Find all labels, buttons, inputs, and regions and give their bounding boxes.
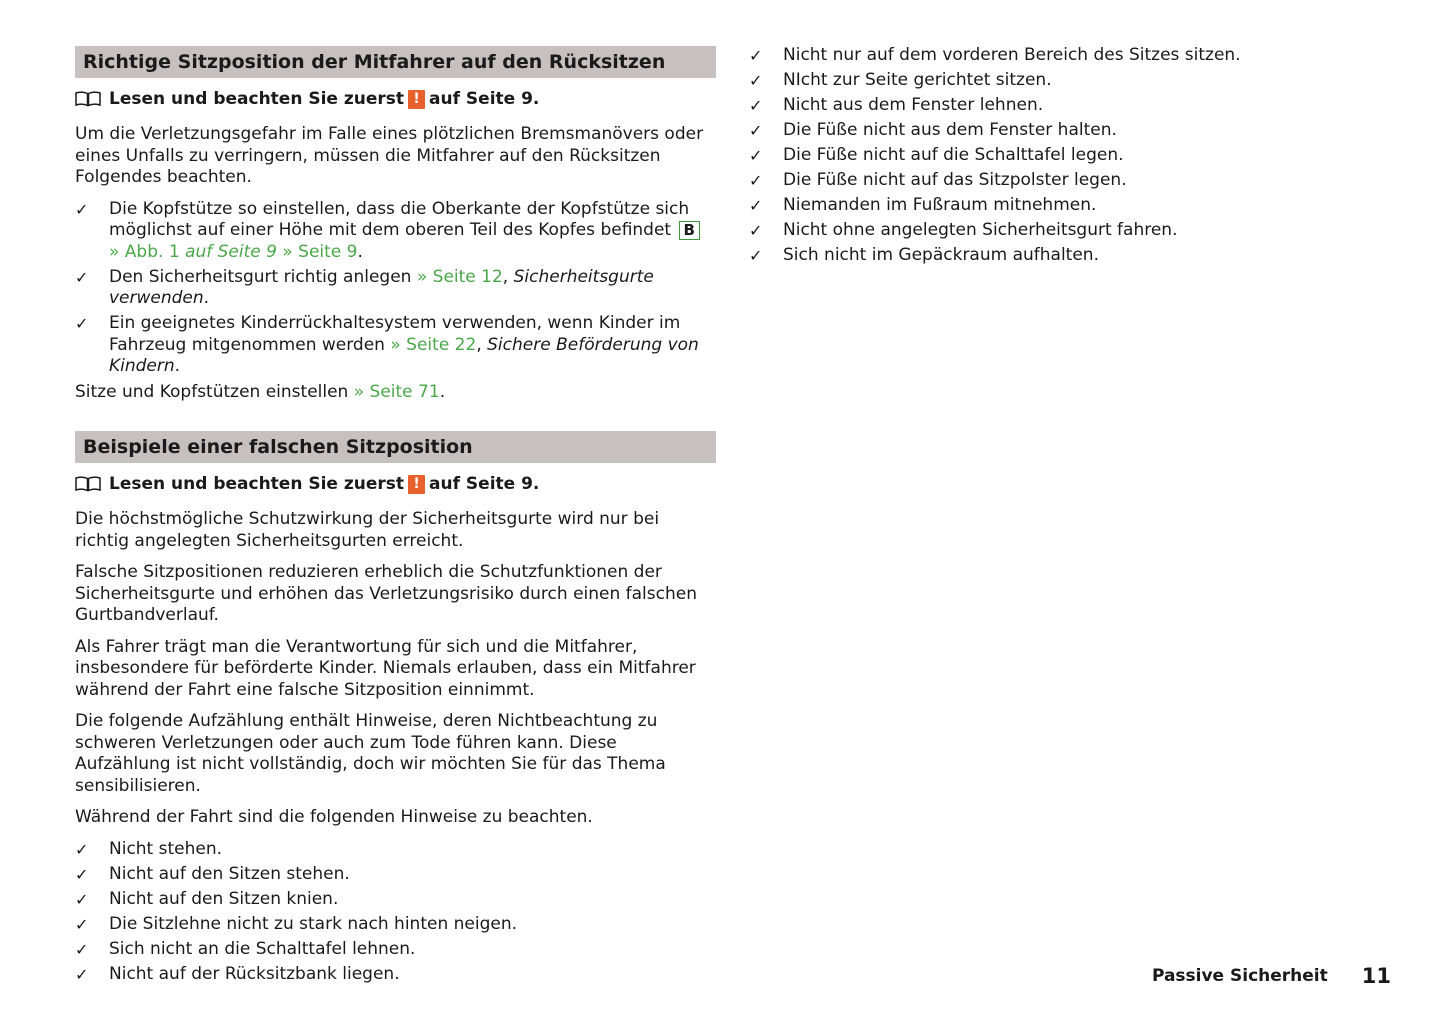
- read-first-notice: [75, 88, 716, 110]
- list-item: ✓ Die Kopfstütze so einstellen, dass die Oberkante der Kopfstütze sich möglichst auf einer Höhe mit dem oberen Teil des Kopfes befindet B » Abb. 1 auf Seite 9 » Seite 9.: [75, 199, 716, 264]
- check-icon: ✓: [75, 839, 89, 859]
- list-item: ✓ Nicht auf den Sitzen knien.: [75, 888, 339, 909]
- check-icon: ✓: [749, 96, 763, 115]
- link-fig-1[interactable]: » Abb. 1: [109, 241, 180, 262]
- read-first-suffix: auf Seite 9.: [429, 474, 540, 494]
- check-icon: ✓: [749, 71, 763, 90]
- list-item: ✓ Die Sitzlehne nicht zu stark nach hinten neigen.: [75, 913, 518, 934]
- intro-paragraph: Um die Verletzungsgefahr im Falle eines plötzlichen Bremsmanövers oder eines Unfalls zu verringern, müssen die Mitfahrer auf den Rücksitzen Folgendes beachten.: [75, 124, 704, 187]
- warning-icon[interactable]: !: [408, 90, 425, 109]
- figure-key-b: B: [679, 221, 700, 240]
- list-item: ✓ Nicht ohne angelegten Sicherheitsgurt fahren.: [749, 220, 1178, 240]
- section-heading-correct-position: Richtige Sitzposition der Mitfahrer auf den Rücksitzen: [75, 46, 716, 78]
- check-icon: ✓: [75, 267, 89, 287]
- book-icon: [75, 91, 101, 107]
- wrong-position-list-right: [749, 45, 1390, 267]
- link-page-71[interactable]: » Seite 71: [353, 381, 440, 402]
- read-first-notice: [75, 473, 716, 495]
- check-icon: ✓: [749, 246, 763, 265]
- paragraph: Die folgende Aufzählung enthält Hinweise, deren Nichtbeachtung zu schweren Verletzungen oder auch zum Tode führen kann. Diese Aufzählung ist nicht vollständig, doch wir möchten Sie für das Thema sensibilisieren.: [75, 711, 666, 796]
- list-item: ✓ Nicht aus dem Fenster lehnen.: [749, 95, 1044, 115]
- read-first-prefix: Lesen und beachten Sie zuerst: [109, 89, 405, 109]
- list-item: ✓ Sich nicht an die Schalttafel lehnen.: [75, 938, 416, 959]
- paragraph: Falsche Sitzpositionen reduzieren erheblich die Schutzfunktionen der Sicherheitsgurte und erhöhen das Verletzungsrisiko durch einen falschen Gurtbandverlauf.: [75, 562, 697, 625]
- chapter-title: Passive Sicherheit: [1151, 966, 1328, 986]
- list-item: ✓ Den Sicherheitsgurt richtig anlegen » Seite 12, Sicherheitsgurte verwenden.: [75, 266, 654, 308]
- outro-paragraph: Sitze und Kopfstützen einstellen » Seite 71.: [75, 381, 446, 402]
- list-item: ✓ Die Füße nicht auf das Sitzpolster legen.: [749, 170, 1127, 190]
- right-column: [749, 45, 1390, 277]
- check-icon: ✓: [75, 314, 89, 333]
- correct-position-list: [75, 199, 716, 378]
- list-item: ✓ Ein geeignetes Kinderrückhaltesystem verwenden, wenn Kinder im Fahrzeug mitgenommen werden » Seite 22, Sichere Beförderung von Kindern.: [75, 313, 699, 376]
- list-item: ✓ Nicht auf der Rücksitzbank liegen.: [75, 963, 400, 984]
- link-page-22[interactable]: » Seite 22: [390, 334, 477, 355]
- check-icon: ✓: [749, 146, 763, 165]
- read-first-suffix: auf Seite 9.: [429, 89, 540, 109]
- check-icon: ✓: [749, 196, 763, 215]
- list-item: ✓ NIcht zur Seite gerichtet sitzen.: [749, 70, 1052, 90]
- page-number: 11: [1361, 964, 1391, 988]
- link-page-9[interactable]: » Seite 9: [282, 241, 358, 262]
- paragraph: Die höchstmögliche Schutzwirkung der Sicherheitsgurte wird nur bei richtig angelegten Sicherheitsgurten erreicht.: [75, 509, 660, 551]
- list-item: ✓ Die Füße nicht aus dem Fenster halten.: [749, 120, 1117, 140]
- check-icon: ✓: [75, 914, 89, 934]
- paragraph: Während der Fahrt sind die folgenden Hinweise zu beachten.: [75, 807, 593, 827]
- check-icon: ✓: [75, 964, 89, 984]
- list-item: ✓ Niemanden im Fußraum mitnehmen.: [749, 195, 1097, 215]
- warning-icon[interactable]: !: [408, 475, 425, 494]
- link-page-12[interactable]: » Seite 12: [416, 266, 503, 287]
- left-column: [75, 46, 716, 995]
- page-footer: [1152, 962, 1391, 990]
- paragraph: Als Fahrer trägt man die Verantwortung für sich und die Mitfahrer, insbesondere für beförderte Kinder. Niemals erlauben, dass ein Mitfahrer während der Fahrt eine falsche Sitzposition einnimmt.: [75, 636, 696, 700]
- list-item: ✓ Nicht stehen.: [75, 838, 223, 859]
- check-icon: ✓: [749, 221, 763, 240]
- check-icon: ✓: [749, 171, 763, 190]
- check-icon: ✓: [75, 864, 89, 884]
- section-heading-wrong-position: Beispiele einer falschen Sitzposition: [75, 431, 716, 463]
- list-item: ✓ Nicht nur auf dem vorderen Bereich des Sitzes sitzen.: [749, 45, 1241, 65]
- check-icon: ✓: [749, 121, 763, 140]
- list-item: ✓ Nicht auf den Sitzen stehen.: [75, 863, 350, 884]
- check-icon: ✓: [75, 889, 89, 909]
- wrong-position-list-left: [75, 839, 716, 986]
- read-first-prefix: Lesen und beachten Sie zuerst: [109, 474, 405, 494]
- link-fig-1-page[interactable]: auf Seite 9: [185, 241, 277, 262]
- list-item: ✓ Die Füße nicht auf die Schalttafel legen.: [749, 145, 1124, 165]
- check-icon: ✓: [749, 46, 763, 65]
- book-icon: [75, 476, 101, 492]
- check-icon: ✓: [75, 199, 89, 219]
- check-icon: ✓: [75, 939, 89, 959]
- list-item: ✓ Sich nicht im Gepäckraum aufhalten.: [749, 245, 1099, 265]
